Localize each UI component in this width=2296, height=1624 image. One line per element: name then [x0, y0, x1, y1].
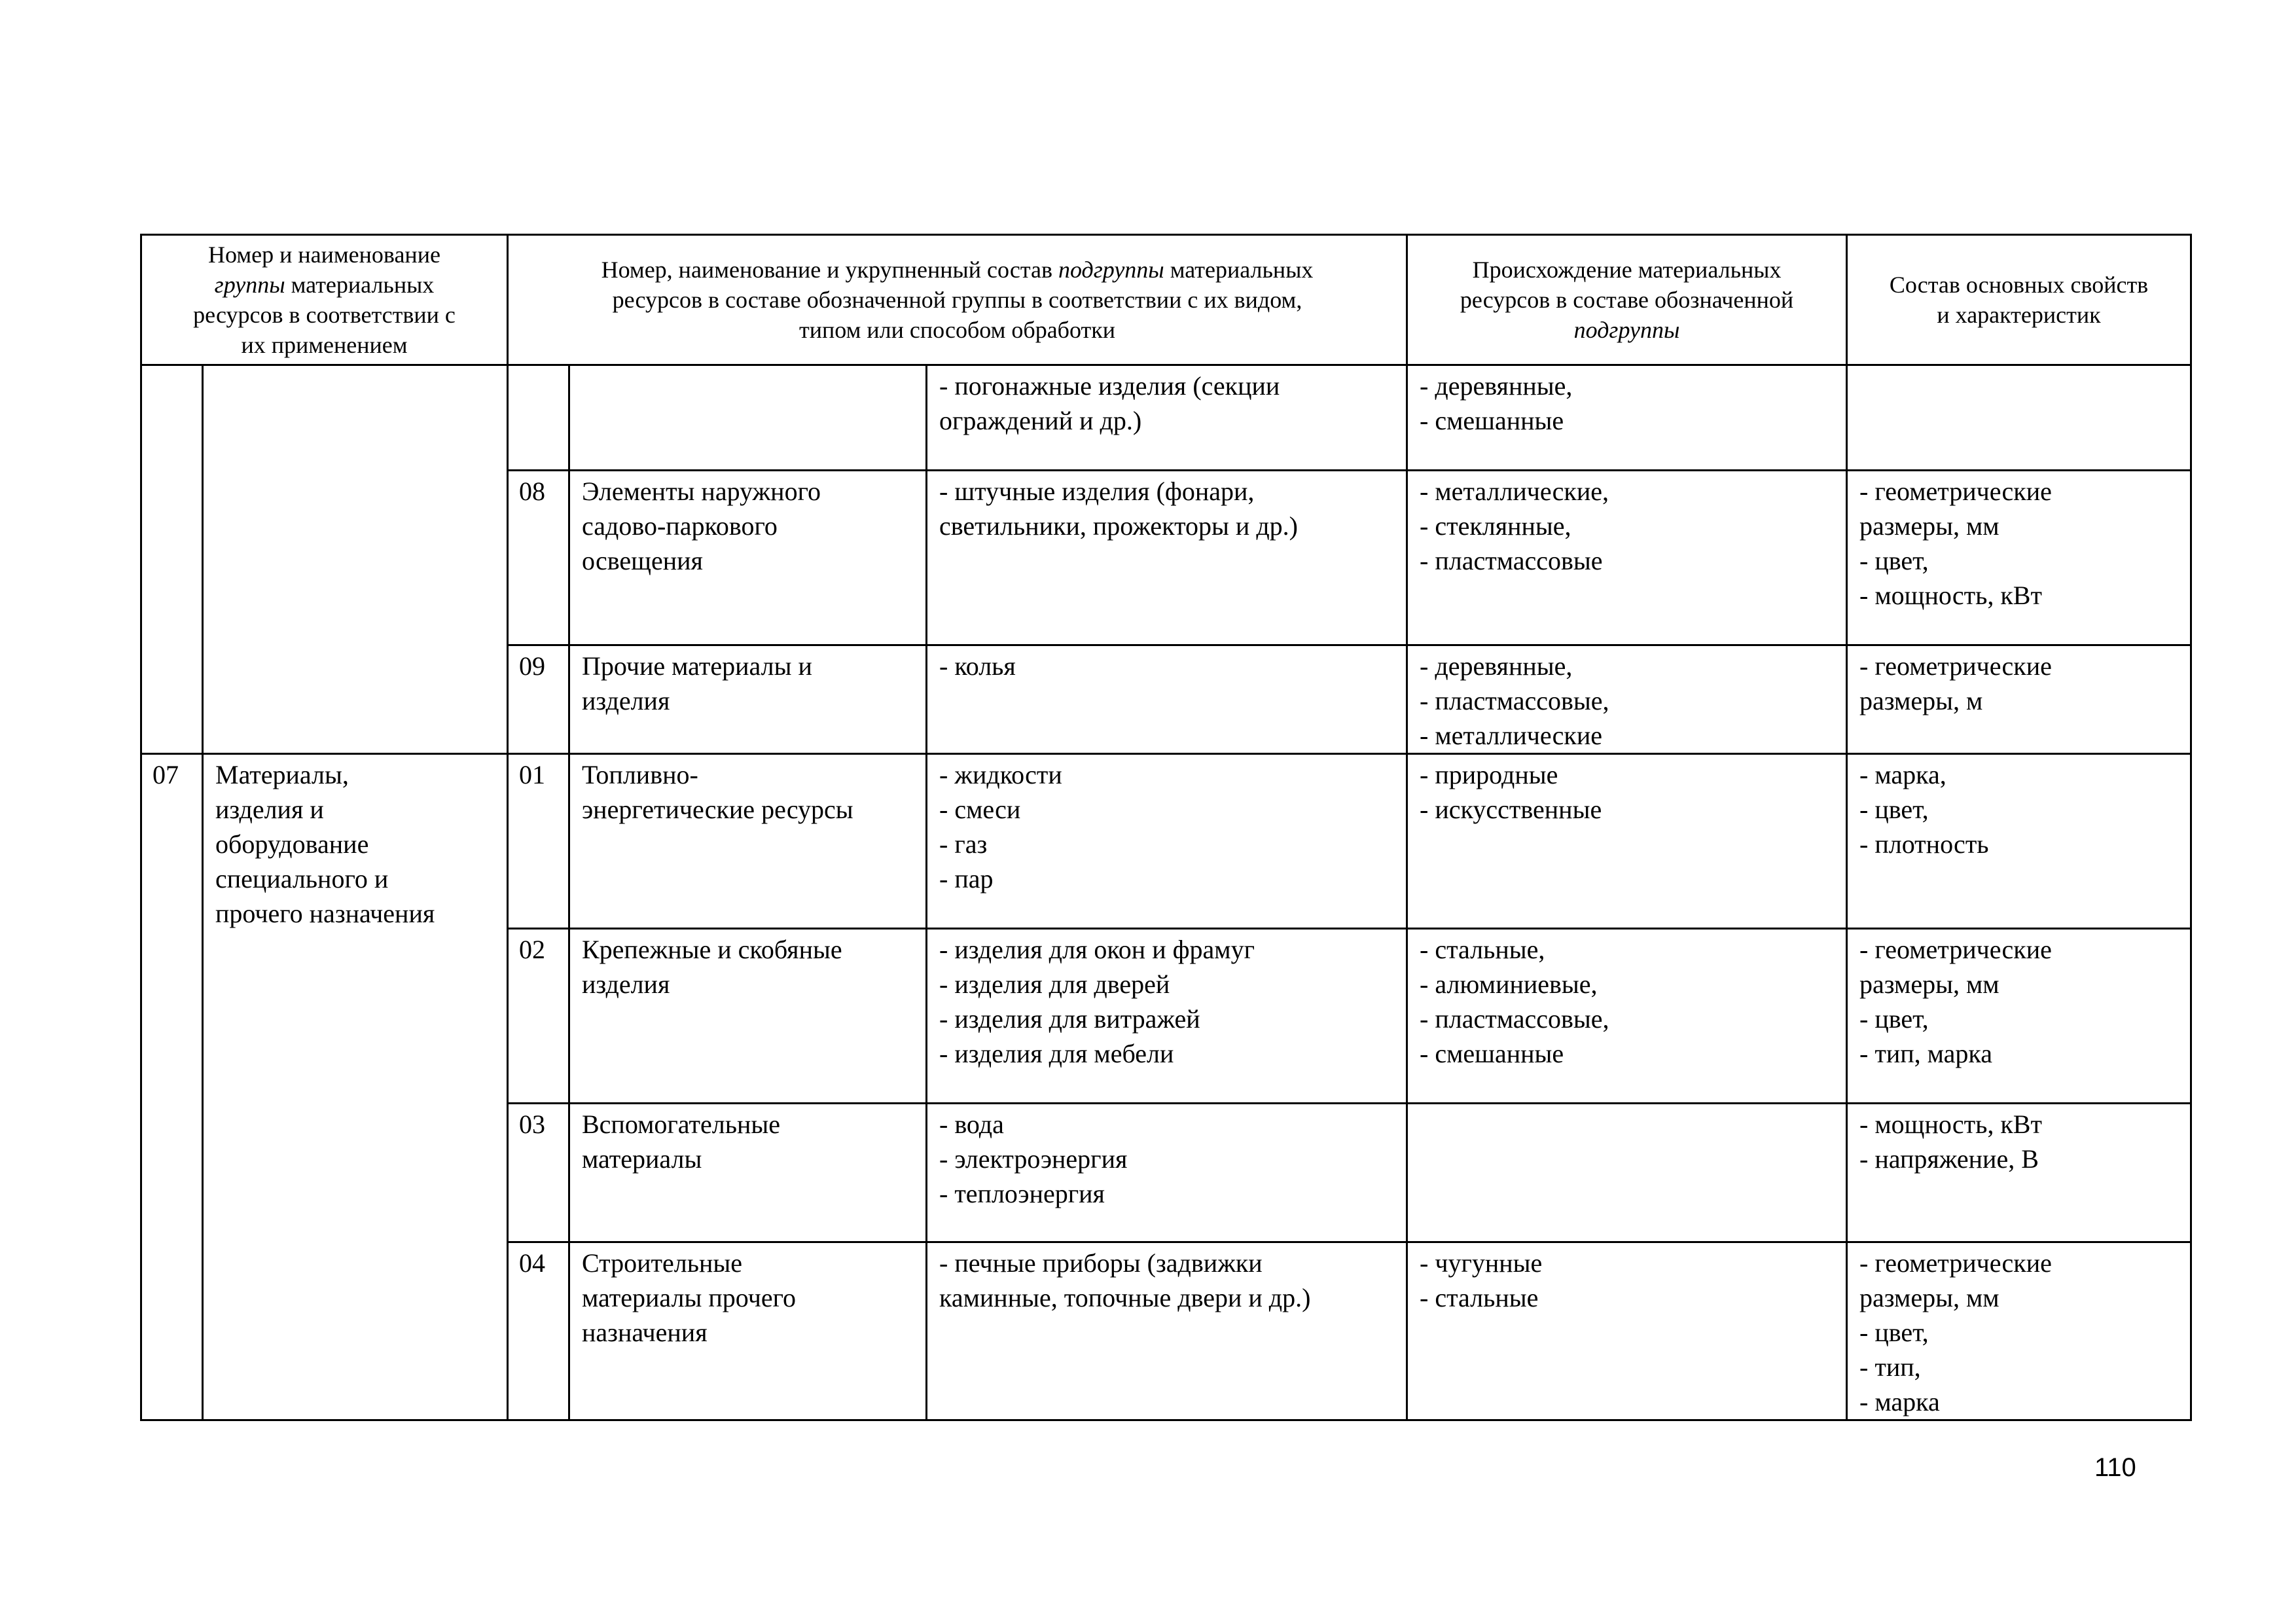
header-props-line: и характеристик	[1937, 302, 2101, 328]
properties-line: размеры, мм	[1859, 1283, 2000, 1312]
origin-line: - пластмассовые,	[1420, 1004, 1609, 1034]
composition-cell	[927, 1242, 1407, 1420]
origin-line: - стальные	[1420, 1283, 1539, 1312]
subgroup-number-cell: 01	[508, 754, 569, 929]
subgroup-number-cell: 04	[508, 1242, 569, 1420]
header-group-line	[151, 270, 497, 300]
origin-cell	[1407, 929, 1847, 1104]
group-name-cell	[203, 754, 508, 1420]
composition-line: каминные, топочные двери и др.)	[939, 1283, 1311, 1312]
origin-line: - пластмассовые,	[1420, 686, 1609, 715]
subgroup-number-cell: 03	[508, 1104, 569, 1242]
properties-line: размеры, мм	[1859, 969, 2000, 999]
composition-line: - газ	[939, 829, 988, 859]
composition-line: - колья	[939, 651, 1016, 681]
composition-line: - погонажные изделия (секции	[939, 371, 1280, 401]
composition-cell	[927, 471, 1407, 645]
origin-line: - металлические	[1420, 721, 1603, 750]
subgroup-name-cell	[569, 471, 927, 645]
composition-line: - штучные изделия (фонари,	[939, 477, 1255, 506]
table-row	[141, 365, 2191, 471]
table-row	[141, 754, 2191, 929]
header-origin-line: Происхождение материальных	[1472, 257, 1782, 283]
composition-line: - электроэнергия	[939, 1144, 1128, 1174]
properties-line: - геометрические	[1859, 651, 2052, 681]
subgroup-name-cell	[569, 1242, 927, 1420]
header-group-line: ресурсов в соответствии с	[193, 302, 456, 328]
properties-line: - цвет,	[1859, 1004, 1929, 1034]
composition-line: - пар	[939, 864, 994, 893]
properties-line: - цвет,	[1859, 1318, 1929, 1347]
subgroup-name-line: материалы прочего	[582, 1283, 796, 1312]
origin-line: - стеклянные,	[1420, 511, 1571, 541]
subgroup-name-line: изделия	[582, 969, 670, 999]
origin-line: - смешанные	[1420, 406, 1564, 435]
properties-line: - цвет,	[1859, 795, 1929, 824]
origin-line: - металлические,	[1420, 477, 1609, 506]
origin-line: - чугунные	[1420, 1248, 1543, 1278]
properties-line: - геометрические	[1859, 935, 2052, 964]
properties-cell	[1847, 1104, 2191, 1242]
properties-line: - тип,	[1859, 1352, 1921, 1382]
subgroup-name-line: назначения	[582, 1318, 708, 1347]
subgroup-name-line: материалы	[582, 1144, 702, 1174]
subgroup-name-cell	[569, 365, 927, 471]
group-number-cell	[141, 365, 203, 754]
composition-line: - изделия для витражей	[939, 1004, 1200, 1034]
group-name-line: Материалы,	[215, 760, 349, 789]
header-group-cell	[141, 235, 508, 365]
properties-cell	[1847, 1242, 2191, 1420]
properties-cell	[1847, 645, 2191, 754]
materials-table	[140, 234, 2192, 1421]
composition-cell	[927, 365, 1407, 471]
header-subgroup-text: материальных	[1164, 257, 1314, 283]
composition-line: - изделия для мебели	[939, 1039, 1174, 1068]
subgroup-name-cell	[569, 1104, 927, 1242]
group-name-line: прочего назначения	[215, 899, 435, 928]
header-subgroup-line	[518, 255, 1397, 285]
header-subgroup-cell	[508, 235, 1407, 365]
header-group-line: Номер и наименование	[208, 242, 440, 268]
page-number: 110	[2094, 1453, 2136, 1482]
subgroup-number-cell: 02	[508, 929, 569, 1104]
origin-line: - деревянные,	[1420, 371, 1573, 401]
properties-line: - цвет,	[1859, 546, 1929, 575]
composition-line: ограждений и др.)	[939, 406, 1142, 435]
subgroup-name-line: Топливно-	[582, 760, 698, 789]
group-name-line: специального и	[215, 864, 389, 893]
composition-line: - изделия для окон и фрамуг	[939, 935, 1255, 964]
subgroup-name-line: садово-паркового	[582, 511, 778, 541]
subgroup-name-cell	[569, 754, 927, 929]
properties-line: - напряжение, В	[1859, 1144, 2039, 1174]
properties-line: - тип, марка	[1859, 1039, 1993, 1068]
origin-line: - природные	[1420, 760, 1558, 789]
subgroup-name-line: Элементы наружного	[582, 477, 821, 506]
origin-cell	[1407, 365, 1847, 471]
header-origin-line	[1417, 315, 1837, 345]
properties-line: размеры, м	[1859, 686, 1983, 715]
subgroup-name-line: Крепежные и скобяные	[582, 935, 842, 964]
subgroup-name-cell	[569, 645, 927, 754]
header-group-italic: группы	[214, 272, 285, 298]
subgroup-name-line: Прочие материалы и	[582, 651, 812, 681]
properties-line: - марка,	[1859, 760, 1946, 789]
subgroup-number-cell	[508, 365, 569, 471]
origin-cell	[1407, 1242, 1847, 1420]
origin-cell	[1407, 471, 1847, 645]
origin-line: - стальные,	[1420, 935, 1545, 964]
properties-line: - геометрические	[1859, 477, 2052, 506]
properties-line: - геометрические	[1859, 1248, 2052, 1278]
composition-cell	[927, 645, 1407, 754]
table-header-row	[141, 235, 2191, 365]
composition-cell	[927, 754, 1407, 929]
composition-line: - печные приборы (задвижки	[939, 1248, 1263, 1278]
origin-line: - смешанные	[1420, 1039, 1564, 1068]
composition-cell	[927, 1104, 1407, 1242]
origin-line: - искусственные	[1420, 795, 1602, 824]
header-group-text: материальных	[285, 272, 435, 298]
group-name-line: изделия и	[215, 795, 324, 824]
composition-line: - теплоэнергия	[939, 1179, 1105, 1208]
composition-cell	[927, 929, 1407, 1104]
composition-line: - жидкости	[939, 760, 1062, 789]
header-subgroup-text: Номер, наименование и укрупненный состав	[601, 257, 1059, 283]
properties-cell	[1847, 471, 2191, 645]
composition-line: светильники, прожекторы и др.)	[939, 511, 1298, 541]
subgroup-number-cell: 08	[508, 471, 569, 645]
header-subgroup-line: ресурсов в составе обозначенной группы в соответствии с их видом,	[612, 287, 1302, 313]
subgroup-name-line: изделия	[582, 686, 670, 715]
properties-cell	[1847, 754, 2191, 929]
subgroup-number-cell: 09	[508, 645, 569, 754]
table-body	[141, 365, 2191, 1420]
subgroup-name-line: освещения	[582, 546, 703, 575]
header-props-cell	[1847, 235, 2191, 365]
properties-line: - мощность, кВт	[1859, 1110, 2042, 1139]
header-subgroup-line: типом или способом обработки	[799, 317, 1116, 343]
properties-line: - мощность, кВт	[1859, 581, 2042, 610]
composition-line: - вода	[939, 1110, 1004, 1139]
properties-line: размеры, мм	[1859, 511, 2000, 541]
origin-cell	[1407, 645, 1847, 754]
header-group-line: их применением	[241, 332, 408, 358]
group-number-cell: 07	[141, 754, 203, 1420]
header-origin-line: ресурсов в составе обозначенной	[1460, 287, 1794, 313]
origin-line: - алюминиевые,	[1420, 969, 1598, 999]
subgroup-name-cell	[569, 929, 927, 1104]
origin-cell	[1407, 754, 1847, 929]
header-subgroup-italic: подгруппы	[1058, 257, 1164, 283]
properties-line: - марка	[1859, 1387, 1940, 1416]
origin-cell	[1407, 1104, 1847, 1242]
group-name-line: оборудование	[215, 829, 369, 859]
subgroup-name-line: Вспомогательные	[582, 1110, 780, 1139]
header-origin-italic: подгруппы	[1573, 317, 1680, 343]
origin-line: - пластмассовые	[1420, 546, 1603, 575]
group-name-cell	[203, 365, 508, 754]
subgroup-name-line: энергетические ресурсы	[582, 795, 853, 824]
header-props-line: Состав основных свойств	[1889, 272, 2149, 298]
composition-line: - смеси	[939, 795, 1021, 824]
header-origin-cell	[1407, 235, 1847, 365]
properties-line: - плотность	[1859, 829, 1989, 859]
properties-cell	[1847, 365, 2191, 471]
subgroup-name-line: Строительные	[582, 1248, 742, 1278]
properties-cell	[1847, 929, 2191, 1104]
origin-line: - деревянные,	[1420, 651, 1573, 681]
composition-line: - изделия для дверей	[939, 969, 1170, 999]
